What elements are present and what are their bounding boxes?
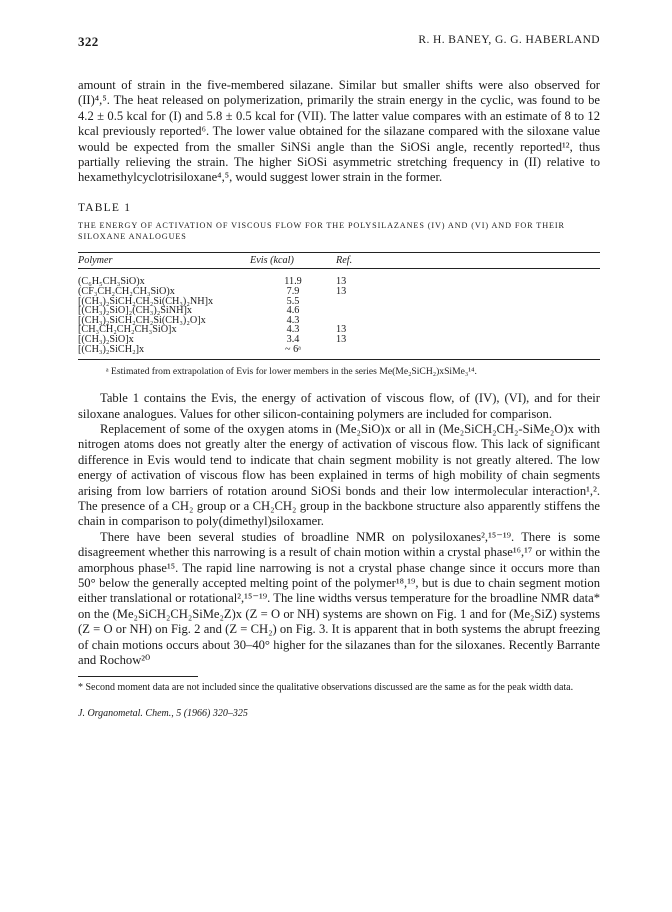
- evis-cell: 3.4: [286, 334, 300, 345]
- table-header-row: [78, 252, 600, 269]
- evis-cell: ~ 6ᵃ: [250, 345, 336, 360]
- ref-cell: [336, 297, 600, 307]
- polymer-cell: (C₆H₅CH₃SiO)x: [78, 276, 145, 288]
- polymer-cell: [(CH₃)₂SiCH₂CH₂Si(CH₃)₂O]x: [78, 314, 206, 326]
- ref-cell: 13: [336, 286, 347, 298]
- paragraph-table-intro: Table 1 contains the Evis, the energy of activation of viscous flow, of (IV), (VI), and for their siloxane analogues. Values for other silicon-containing polymers are included for comparison.: [78, 391, 600, 421]
- journal-citation: J. Organometal. Chem., 5 (1966) 320–325: [78, 707, 248, 719]
- polymer-cell: [(CH₃)₂SiO]₂(CH₃)₂SiNH]x: [78, 305, 192, 317]
- table-caption: THE ENERGY OF ACTIVATION OF VISCOUS FLOW FOR THE POLYSILAZANES (IV) AND (VI) AND FOR THEIR SILOXANE ANALOGUES: [78, 220, 565, 241]
- running-header: [78, 34, 600, 56]
- polymer-cell: [(CH₃)₂SiCH₂CH₂Si(CH₃)₂NH]x: [78, 295, 214, 307]
- page-number: 322: [78, 34, 99, 49]
- ref-cell: [336, 316, 600, 326]
- ref-cell: 13: [336, 334, 347, 345]
- column-header-polymer: Polymer: [78, 252, 250, 269]
- column-header-ref: Ref.: [336, 252, 600, 269]
- polymer-cell: (CF₃CH₂CH₂CH₃SiO)x: [78, 286, 175, 298]
- evis-cell: 4.3: [286, 314, 300, 326]
- footnote-divider: [78, 676, 198, 677]
- evis-cell: 4.3: [286, 324, 300, 336]
- table-row: [78, 335, 600, 345]
- table-row: [78, 269, 600, 287]
- paragraph-strain: amount of strain in the five-membered silazane. Similar but smaller shifts were also observed for (II)⁴,⁵. The heat released on polymerization, primarily the strain energy in the cyclic, was found to be 4.2 ± 0.5 kcal for (I) and 5.8 ± 0.5 kcal for (VII). The latter value compares with an estimate of 8 to 12 kcal previously reported⁶. The lower value obtained for the silazane compared with the siloxane value would be expected from the smaller SiNSi angle than the SiOSi angle, recently reported¹², thus partially relieving the strain. The higher SiOSi asymmetric stretching frequency in (II) relative to hexamethylcyclotrisiloxane⁴,⁵, would suggest lower strain in the former.: [78, 78, 600, 185]
- evis-cell: 11.9: [284, 276, 302, 288]
- ref-cell: 13: [336, 324, 347, 336]
- polymer-cell: [(CH₃)₂SiO]x: [78, 334, 134, 345]
- evis-cell: 7.9: [286, 286, 300, 298]
- author-line: R. H. BANEY, G. G. HABERLAND: [418, 34, 600, 46]
- table-row: [78, 345, 600, 360]
- paragraph-nmr: There have been several studies of broadline NMR on polysiloxanes²,¹⁵⁻¹⁹. There is some disagreement whether this narrowing is a result of chain motion within a crystal phase¹⁶,¹⁷ or within the amorphous phase¹⁵. The rapid line narrowing is not a crystal phase change since it occurs more than 50° below the generally accepted melting point of the polymer¹⁸,¹⁹, but is due to chain segment motion either translational or rotational²,¹⁵⁻¹⁹. The line widths versus temperature for the broadline NMR data* on the (Me₂SiCH₂CH₂SiMe₂Z)x (Z = O or NH) systems are shown on Fig. 1 and for (Me₂SiZ) systems (Z = O or NH) on Fig. 2 and (Z = CH₂) on Fig. 3. It is apparent that in both systems the abrupt freezing of chain motions occurs about 30–40° higher for the silazanes than for the siloxanes. Recently Barrante and Rochow²⁰: [78, 529, 600, 668]
- column-header-evis: Evis (kcal): [250, 252, 336, 269]
- table-footnote: ᵃ Estimated from extrapolation of Evis for lower members in the series Me(Me₂SiCH₂)xSiMe₃¹⁴.: [106, 366, 477, 378]
- evis-cell: 5.5: [286, 295, 300, 307]
- polymer-cell: [(CH₃)₂SiCH₂]x: [78, 345, 250, 360]
- evis-cell: 4.6: [286, 305, 300, 317]
- page: [78, 34, 600, 719]
- ref-cell: 13: [336, 276, 347, 288]
- polymer-cell: [CH₃CH₂CH₂CH₃SiO]x: [78, 324, 177, 336]
- ref-cell: [336, 345, 600, 360]
- paragraph-replacement: Replacement of some of the oxygen atoms in (Me₂SiO)x or all in (Me₂SiCH₂CH₂-SiMe₂O)x with nitrogen atoms does not greatly alter the energy of activation of viscous flow. This lack of significant difference in Evis would tend to indicate that chain segment mobility is not greatly altered. The low energy of activation of viscous flow has been explained in terms of high mobility of chain segments arising from low barriers of rotation around SiOSi bonds and their low intermolecular interaction¹,². The presence of a CH₂ group or a CH₂CH₂ group in the backbone structure also apparently stiffens the chain in comparison to poly(dimethyl)siloxamer.: [78, 422, 600, 529]
- table-label: TABLE 1: [78, 201, 132, 214]
- ref-cell: [336, 306, 600, 316]
- page-footnote: * Second moment data are not included since the qualitative observations discussed are the same as for the peak width data.: [78, 681, 574, 693]
- activation-energy-table: [78, 252, 600, 360]
